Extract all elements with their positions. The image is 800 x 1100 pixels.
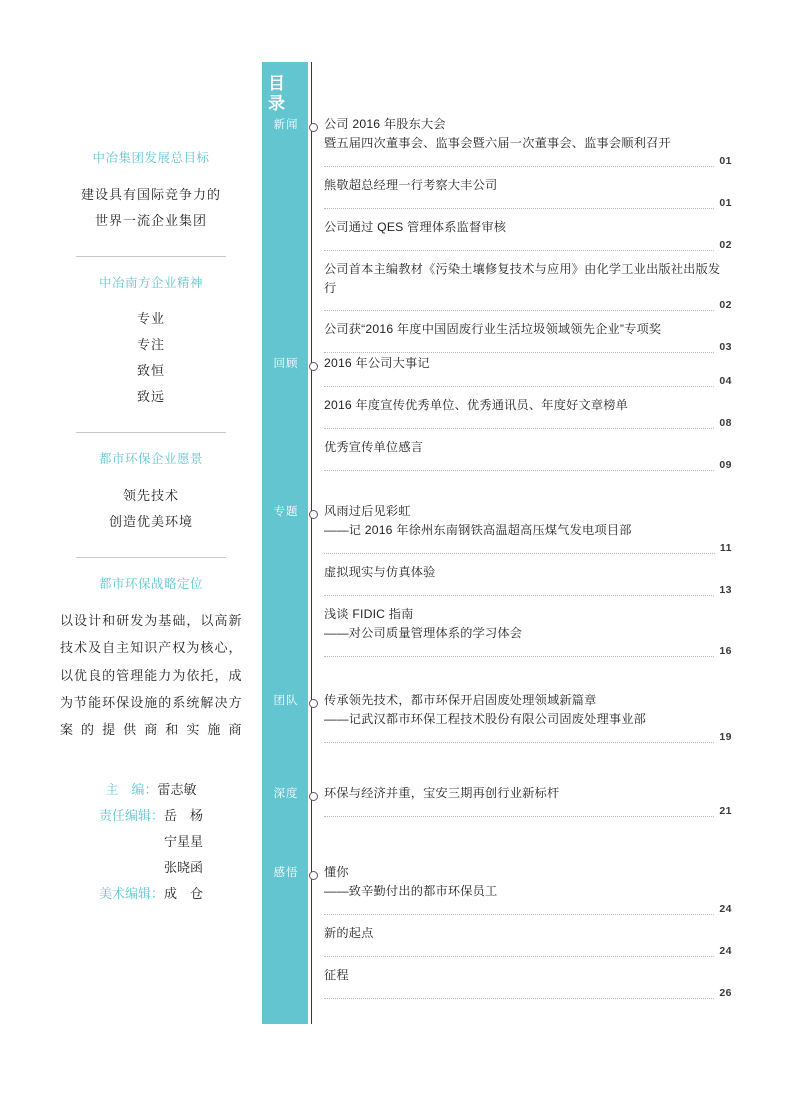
toc-entry-title: 熊敬超总经理一行考察大丰公司 <box>324 177 498 192</box>
section-label: 专题 <box>273 506 299 518</box>
leader-dots <box>324 905 714 915</box>
section-entries <box>324 863 732 1008</box>
toc-leader <box>324 375 732 387</box>
toc-leader <box>324 945 732 957</box>
toc-leader <box>324 731 732 743</box>
leader-dots <box>324 989 714 999</box>
toc-entry[interactable] <box>324 438 732 471</box>
toc-leader <box>324 903 732 915</box>
leader-dots <box>324 461 714 471</box>
leader-dots <box>324 199 714 209</box>
toc-leader <box>324 645 732 657</box>
left-info-column <box>52 150 250 907</box>
section-entries <box>324 502 732 666</box>
toc-entry[interactable] <box>324 691 732 743</box>
leader-dots <box>324 947 714 957</box>
info-block-line: 领先技术 <box>122 487 179 503</box>
leader-dots <box>324 419 714 429</box>
toc-page-number: 02 <box>719 238 732 251</box>
credit-row <box>52 777 250 803</box>
toc-entry[interactable] <box>324 176 732 209</box>
credit-row <box>52 829 250 855</box>
toc-leader <box>324 197 732 209</box>
leader-dots <box>324 586 714 596</box>
leader-dots <box>324 241 714 251</box>
section-bullet-icon <box>309 792 318 801</box>
toc-entry-title: 公司通过 QES 管理体系监督审核 <box>324 219 507 234</box>
info-block <box>52 275 250 411</box>
toc-page-number: 24 <box>719 902 732 915</box>
toc-leader <box>324 239 732 251</box>
toc-entry[interactable] <box>324 396 732 429</box>
leader-dots <box>324 343 714 353</box>
toc-page-number: 02 <box>719 299 732 312</box>
credit-label: 主 编： <box>105 782 158 798</box>
toc-leader <box>324 542 732 554</box>
section-label: 感悟 <box>273 867 299 879</box>
info-block <box>52 150 250 234</box>
credit-value: 成 仓 <box>164 886 204 902</box>
info-block-line: 创造优美环境 <box>108 513 193 529</box>
toc-entry-title: 传承领先技术，都市环保开启固废处理领域新篇章 <box>324 693 597 707</box>
section-bullet-icon <box>309 510 318 519</box>
toc-entry-subtitle: ——致辛勤付出的都市环保员工 <box>324 883 498 898</box>
section-label: 回顾 <box>273 358 299 370</box>
toc-entry[interactable] <box>324 863 732 915</box>
page-title: 目录 <box>268 74 287 114</box>
toc-page-number: 26 <box>719 986 732 999</box>
toc-entry-title: 优秀宣传单位感言 <box>324 439 424 454</box>
toc-page-number: 08 <box>719 416 732 429</box>
toc-entry-title: 浅谈 FIDIC 指南 <box>324 606 414 621</box>
credit-label <box>99 834 164 849</box>
toc-entry-title: 公司 2016 年股东大会 <box>324 117 446 131</box>
toc-entry[interactable] <box>324 924 732 957</box>
section-bullet-icon <box>309 871 318 880</box>
toc-leader <box>324 805 732 817</box>
divider <box>76 432 226 433</box>
toc-entry-title: 2016 年度宣传优秀单位、优秀通讯员、年度好文章榜单 <box>324 397 629 412</box>
toc-page-number: 03 <box>719 341 732 354</box>
toc-leader <box>324 299 732 311</box>
toc-entry-title: 懂你 <box>324 865 349 879</box>
toc-entry[interactable] <box>324 218 732 251</box>
toc-entry-title: 虚拟现实与仿真体验 <box>324 564 436 579</box>
info-block-line: 致远 <box>136 389 165 404</box>
info-block-line: 致恒 <box>136 363 165 378</box>
leader-dots <box>324 544 715 554</box>
leader-dots <box>324 733 714 743</box>
info-block-paragraph: 以设计和研发为基础，以高新技术及自主知识产权为核心，以优良的管理能力为依托，成为节能环保设施的系统解决方案的提供商和实施商 <box>60 613 242 738</box>
toc-entry-title: 新的起点 <box>324 925 374 940</box>
credits-block <box>52 777 250 907</box>
toc-page-number: 11 <box>719 541 732 554</box>
toc-page-number: 04 <box>719 374 732 387</box>
section-bullet-icon <box>309 123 318 132</box>
toc-page-number: 16 <box>719 644 732 657</box>
toc-entry[interactable] <box>324 563 732 596</box>
toc-entry-title: 公司获“2016 年度中国固废行业生活垃圾领域领先企业”专项奖 <box>324 322 662 337</box>
toc-leader <box>324 584 732 596</box>
toc-page-number: 19 <box>719 730 732 743</box>
toc-leader <box>324 417 732 429</box>
toc-leader <box>324 155 732 167</box>
credit-value: 张晓函 <box>164 860 204 876</box>
toc-entry-title: 征程 <box>324 967 349 982</box>
toc-entry[interactable] <box>324 260 732 312</box>
section-label: 深度 <box>273 788 299 800</box>
section-label: 新闻 <box>273 119 299 131</box>
toc-entry[interactable] <box>324 502 732 554</box>
toc-leader <box>324 459 732 471</box>
toc-entry[interactable] <box>324 966 732 999</box>
toc-entry[interactable] <box>324 115 732 167</box>
leader-dots <box>324 157 714 167</box>
toc-entry-subtitle: ——记 2016 年徐州东南钢铁高温超高压煤气发电项目部 <box>324 522 632 537</box>
toc-entry-title: 环保与经济并重，宝安三期再创行业新标杆 <box>324 786 560 800</box>
credit-label <box>99 860 164 875</box>
section-label: 团队 <box>273 695 299 707</box>
toc-entry-title: 2016 年公司大事记 <box>324 356 430 370</box>
section-entries <box>324 691 732 752</box>
credit-label: 美术编辑： <box>98 886 164 902</box>
section-bullet-icon <box>309 362 318 371</box>
toc-page-number: 09 <box>719 458 732 471</box>
info-block-line: 专注 <box>136 337 165 352</box>
credit-value: 宁星星 <box>164 834 204 850</box>
section-entries <box>324 115 732 362</box>
info-block-heading: 中冶南方企业精神 <box>98 275 203 290</box>
toc-entry[interactable] <box>324 320 732 353</box>
divider <box>76 256 226 257</box>
toc-entry[interactable] <box>324 354 732 387</box>
credit-row <box>52 803 250 829</box>
section-entries <box>324 784 732 826</box>
toc-entry-subtitle: ——对公司质量管理体系的学习体会 <box>324 625 523 640</box>
toc-entry-subtitle: ——记武汉都市环保工程技术股份有限公司固废处理事业部 <box>324 711 647 726</box>
credit-label: 责任编辑： <box>98 808 164 824</box>
credit-value: 雷志敏 <box>157 782 197 798</box>
credit-row <box>52 855 250 881</box>
toc-entry[interactable] <box>324 605 732 657</box>
divider <box>76 557 226 558</box>
toc-leader <box>324 341 732 353</box>
info-block <box>52 576 250 744</box>
toc-entry-title: 风雨过后见彩虹 <box>324 504 411 518</box>
toc-leader <box>324 987 732 999</box>
toc-page-number: 21 <box>719 804 732 817</box>
toc-page-number: 01 <box>719 154 732 167</box>
info-block-heading: 中冶集团发展总目标 <box>92 151 210 165</box>
toc-entry-subtitle: 暨五届四次董事会、监事会暨六届一次董事会、监事会顺利召开 <box>324 135 671 150</box>
leader-dots <box>324 301 714 311</box>
toc-entry-title: 公司首本主编教材《污染土壤修复技术与应用》由化学工业出版社出版发行 <box>324 261 721 295</box>
info-block-line: 建设具有国际竞争力的 <box>80 186 221 202</box>
toc-page-number: 13 <box>719 583 732 596</box>
toc-page-number: 01 <box>719 196 732 209</box>
toc-page-number: 24 <box>719 944 732 957</box>
toc-entry[interactable] <box>324 784 732 817</box>
credit-value: 岳 杨 <box>164 808 204 824</box>
info-block <box>52 451 250 535</box>
info-block-heading: 都市环保战略定位 <box>98 576 203 591</box>
info-block-line: 专业 <box>136 311 165 326</box>
leader-dots <box>324 807 714 817</box>
leader-dots <box>324 377 714 387</box>
credit-row <box>52 881 250 907</box>
info-block-heading: 都市环保企业愿景 <box>98 452 203 466</box>
section-bullet-icon <box>309 699 318 708</box>
leader-dots <box>324 647 714 657</box>
section-entries <box>324 354 732 480</box>
info-block-line: 世界一流企业集团 <box>94 212 207 228</box>
